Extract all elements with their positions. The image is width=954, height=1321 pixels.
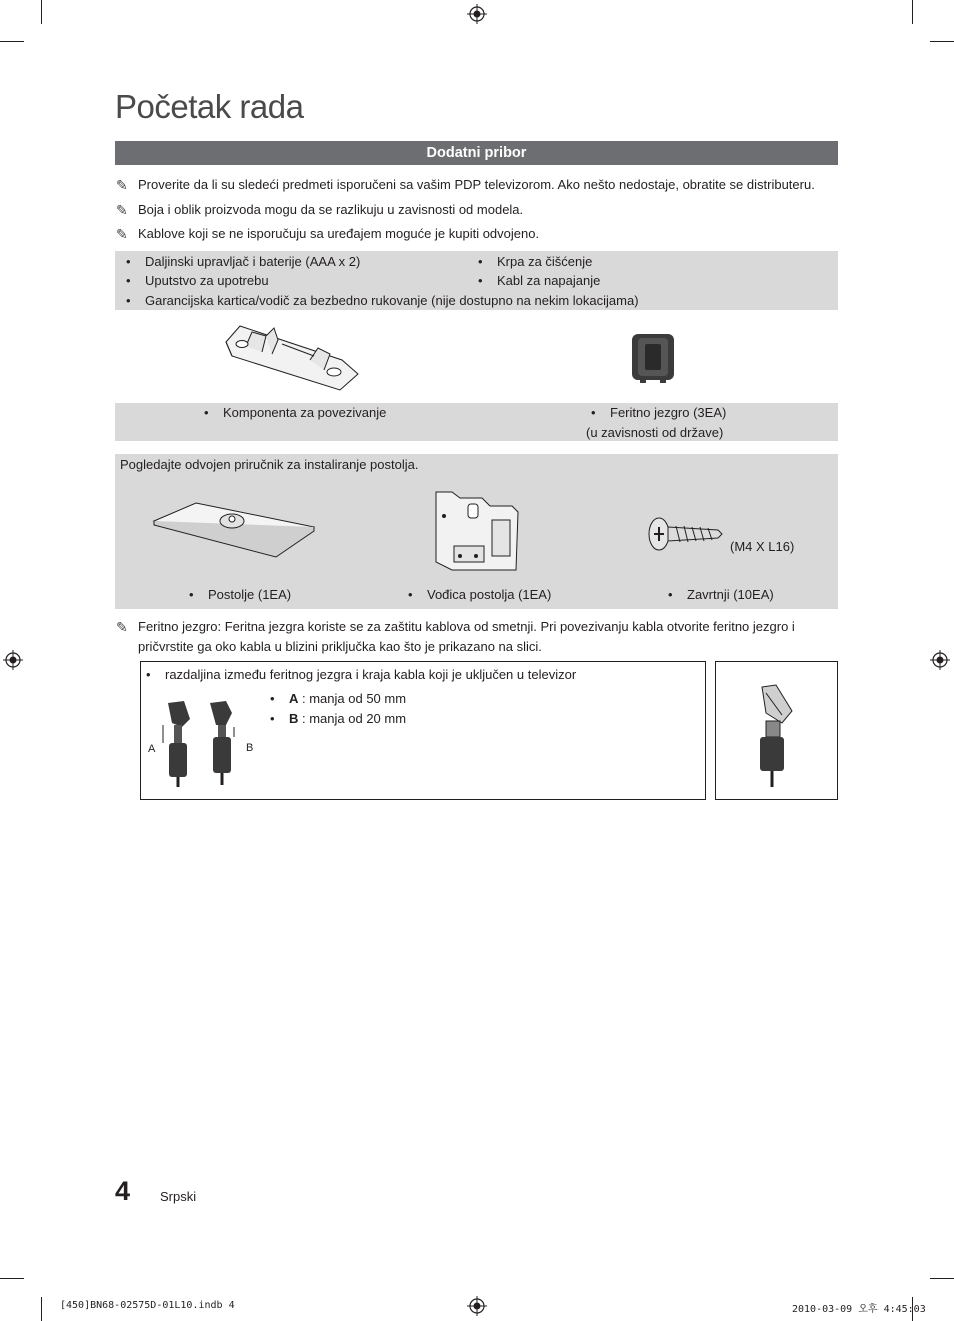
note bbox=[116, 175, 815, 195]
label-a: A bbox=[148, 743, 156, 755]
note-text: Boja i oblik proizvoda mogu da se razlikuju u zavisnosti od modela. bbox=[138, 202, 524, 217]
pencil-note-icon: ✎ bbox=[116, 202, 128, 218]
pencil-note-icon: ✎ bbox=[116, 226, 128, 242]
ferrite-note bbox=[116, 617, 795, 657]
screw-spec: (M4 X L16) bbox=[730, 539, 795, 554]
scart-cable-illustration bbox=[752, 683, 802, 789]
holder-wire-illustration bbox=[222, 320, 362, 392]
stand-base-illustration bbox=[152, 497, 318, 559]
stand-item-label: • Postolje (1EA) bbox=[208, 585, 291, 604]
crop-mark bbox=[41, 1297, 42, 1321]
distance-a bbox=[289, 689, 406, 708]
stand-item-label: • Zavrtnji (10EA) bbox=[687, 585, 774, 604]
distance-b-text: : manja od 20 mm bbox=[298, 711, 407, 726]
registration-mark-icon bbox=[467, 4, 487, 24]
distance-a-key: A bbox=[289, 691, 299, 706]
ferrite-note-line: pričvrstite ga oko kabla u blizini priključka kao što je prikazano na slici. bbox=[138, 639, 542, 654]
page-title: Početak rada bbox=[115, 88, 304, 125]
print-info-left: [450]BN68-02575D-01L10.indb 4 bbox=[60, 1300, 235, 1311]
cable-ferrite-illustration bbox=[160, 697, 240, 787]
ferrite-note-line: Feritno jezgro: Feritna jezgra koriste se za zaštitu kablova od smetnji. Pri povezivanju kabla otvorite feritno jezgro i bbox=[138, 619, 795, 634]
ferrite-core-illustration bbox=[630, 332, 676, 384]
distance-b-key: B bbox=[289, 711, 299, 726]
pencil-note-icon: ✎ bbox=[116, 619, 128, 635]
part-ferrite-label: • Feritno jezgro (3EA) bbox=[610, 403, 726, 422]
registration-mark-icon bbox=[930, 650, 950, 670]
note-text: Proverite da li su sledeći predmeti isporučeni sa vašim PDP televizorom. Ako nešto nedostaje, obratite se distributeru. bbox=[138, 177, 815, 192]
part-ferrite-note: (u zavisnosti od države) bbox=[586, 425, 724, 440]
section-title: Dodatni pribor bbox=[115, 141, 838, 165]
note bbox=[116, 200, 523, 220]
part-holder-label: • Komponenta za povezivanje bbox=[223, 403, 386, 422]
crop-mark bbox=[41, 0, 42, 24]
crop-mark bbox=[0, 1278, 24, 1279]
note-text: Kablove koji se ne isporučuju sa uređajem moguće je kupiti odvojeno. bbox=[138, 226, 540, 241]
accessory-item: • Kabl za napajanje bbox=[497, 271, 600, 290]
accessory-item: • Daljinski upravljač i baterije (AAA x 2) bbox=[145, 252, 360, 271]
registration-mark-icon bbox=[3, 650, 23, 670]
crop-mark bbox=[0, 41, 24, 42]
accessory-item: • Garancijska kartica/vodič za bezbedno rukovanje (nije dostupno na nekim lokacijama) bbox=[145, 291, 639, 310]
accessory-item: • Uputstvo za upotrebu bbox=[145, 271, 269, 290]
screw-illustration bbox=[648, 515, 724, 553]
label-b: B bbox=[246, 742, 254, 754]
registration-mark-icon bbox=[467, 1296, 487, 1316]
stand-intro: Pogledajte odvojen priručnik za instaliranje postolja. bbox=[120, 457, 419, 472]
print-info-right: 2010-03-09 오후 4:45:03 bbox=[792, 1304, 926, 1315]
language-label: Srpski bbox=[160, 1189, 197, 1204]
distance-heading: • razdaljina između feritnog jezgra i kraja kabla koji je uključen u televizor bbox=[165, 665, 576, 684]
crop-mark bbox=[912, 0, 913, 24]
page-number: 4 bbox=[115, 1176, 131, 1206]
distance-b bbox=[289, 709, 406, 728]
crop-mark bbox=[930, 1278, 954, 1279]
note bbox=[116, 224, 539, 244]
distance-a-text: : manja od 50 mm bbox=[298, 691, 407, 706]
accessory-item: • Krpa za čišćenje bbox=[497, 252, 592, 271]
stand-item-label: • Vođica postolja (1EA) bbox=[427, 585, 551, 604]
stand-guide-illustration bbox=[430, 490, 522, 572]
pencil-note-icon: ✎ bbox=[116, 177, 128, 193]
crop-mark bbox=[930, 41, 954, 42]
